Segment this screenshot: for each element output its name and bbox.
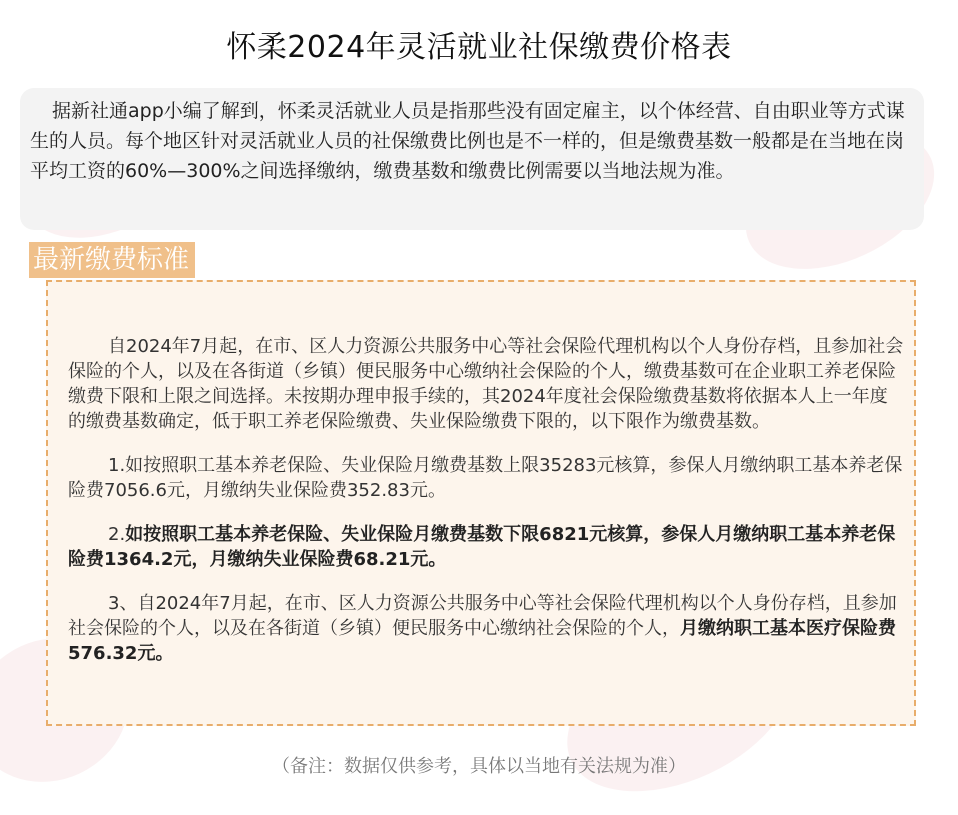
content-body	[68, 334, 904, 685]
paragraph-lower-limit-bold: 如按照职工基本养老保险、失业保险月缴费基数下限6821元核算，参保人月缴纳职工基本养老保险费1364.2元，月缴纳失业保险费68.21元。	[68, 524, 896, 570]
paragraph-policy: 自2024年7月起，在市、区人力资源公共服务中心等社会保险代理机构以个人身份存档，且参加社会保险的个人，以及在各街道（乡镇）便民服务中心缴纳社会保险的个人，缴费基数可在企业职工养老保险缴费下限和上限之间选择。未按期办理申报手续的，其2024年度社会保险缴费基数将依据本人上一年度的缴费基数确定，低于职工养老保险缴费、失业保险缴费下限的，以下限作为缴费基数。	[68, 336, 904, 432]
paragraph-lower-limit-prefix: 2.	[108, 524, 126, 545]
paragraph-medical	[68, 591, 904, 666]
paragraph-medical-bold: 月缴纳职工基本医疗保险费576.32元。	[68, 618, 896, 664]
section-tab: 最新缴费标准	[29, 242, 195, 278]
intro-text: 据新社通app小编了解到，怀柔灵活就业人员是指那些没有固定雇主，以个体经营、自由职业等方式谋生的人员。每个地区针对灵活就业人员的社保缴费比例也是不一样的，但是缴费基数一般都是在当地在岗平均工资的60%—300%之间选择缴纳，缴费基数和缴费比例需要以当地法规为准。	[30, 100, 905, 182]
paragraph-lower-limit	[68, 522, 904, 572]
paragraph-upper-limit: 1.如按照职工基本养老保险、失业保险月缴费基数上限35283元核算，参保人月缴纳职工基本养老保险费7056.6元，月缴纳失业保险费352.83元。	[68, 455, 903, 501]
footnote: （备注：数据仅供参考，具体以当地有关法规为准）	[272, 756, 686, 777]
page-title: 怀柔2024年灵活就业社保缴费价格表	[226, 30, 732, 65]
content-box	[46, 280, 916, 726]
paragraph-medical-text: 3、自2024年7月起，在市、区人力资源公共服务中心等社会保险代理机构以个人身份存档，且参加社会保险的个人，以及在各街道（乡镇）便民服务中心缴纳社会保险的个人，	[68, 593, 897, 639]
